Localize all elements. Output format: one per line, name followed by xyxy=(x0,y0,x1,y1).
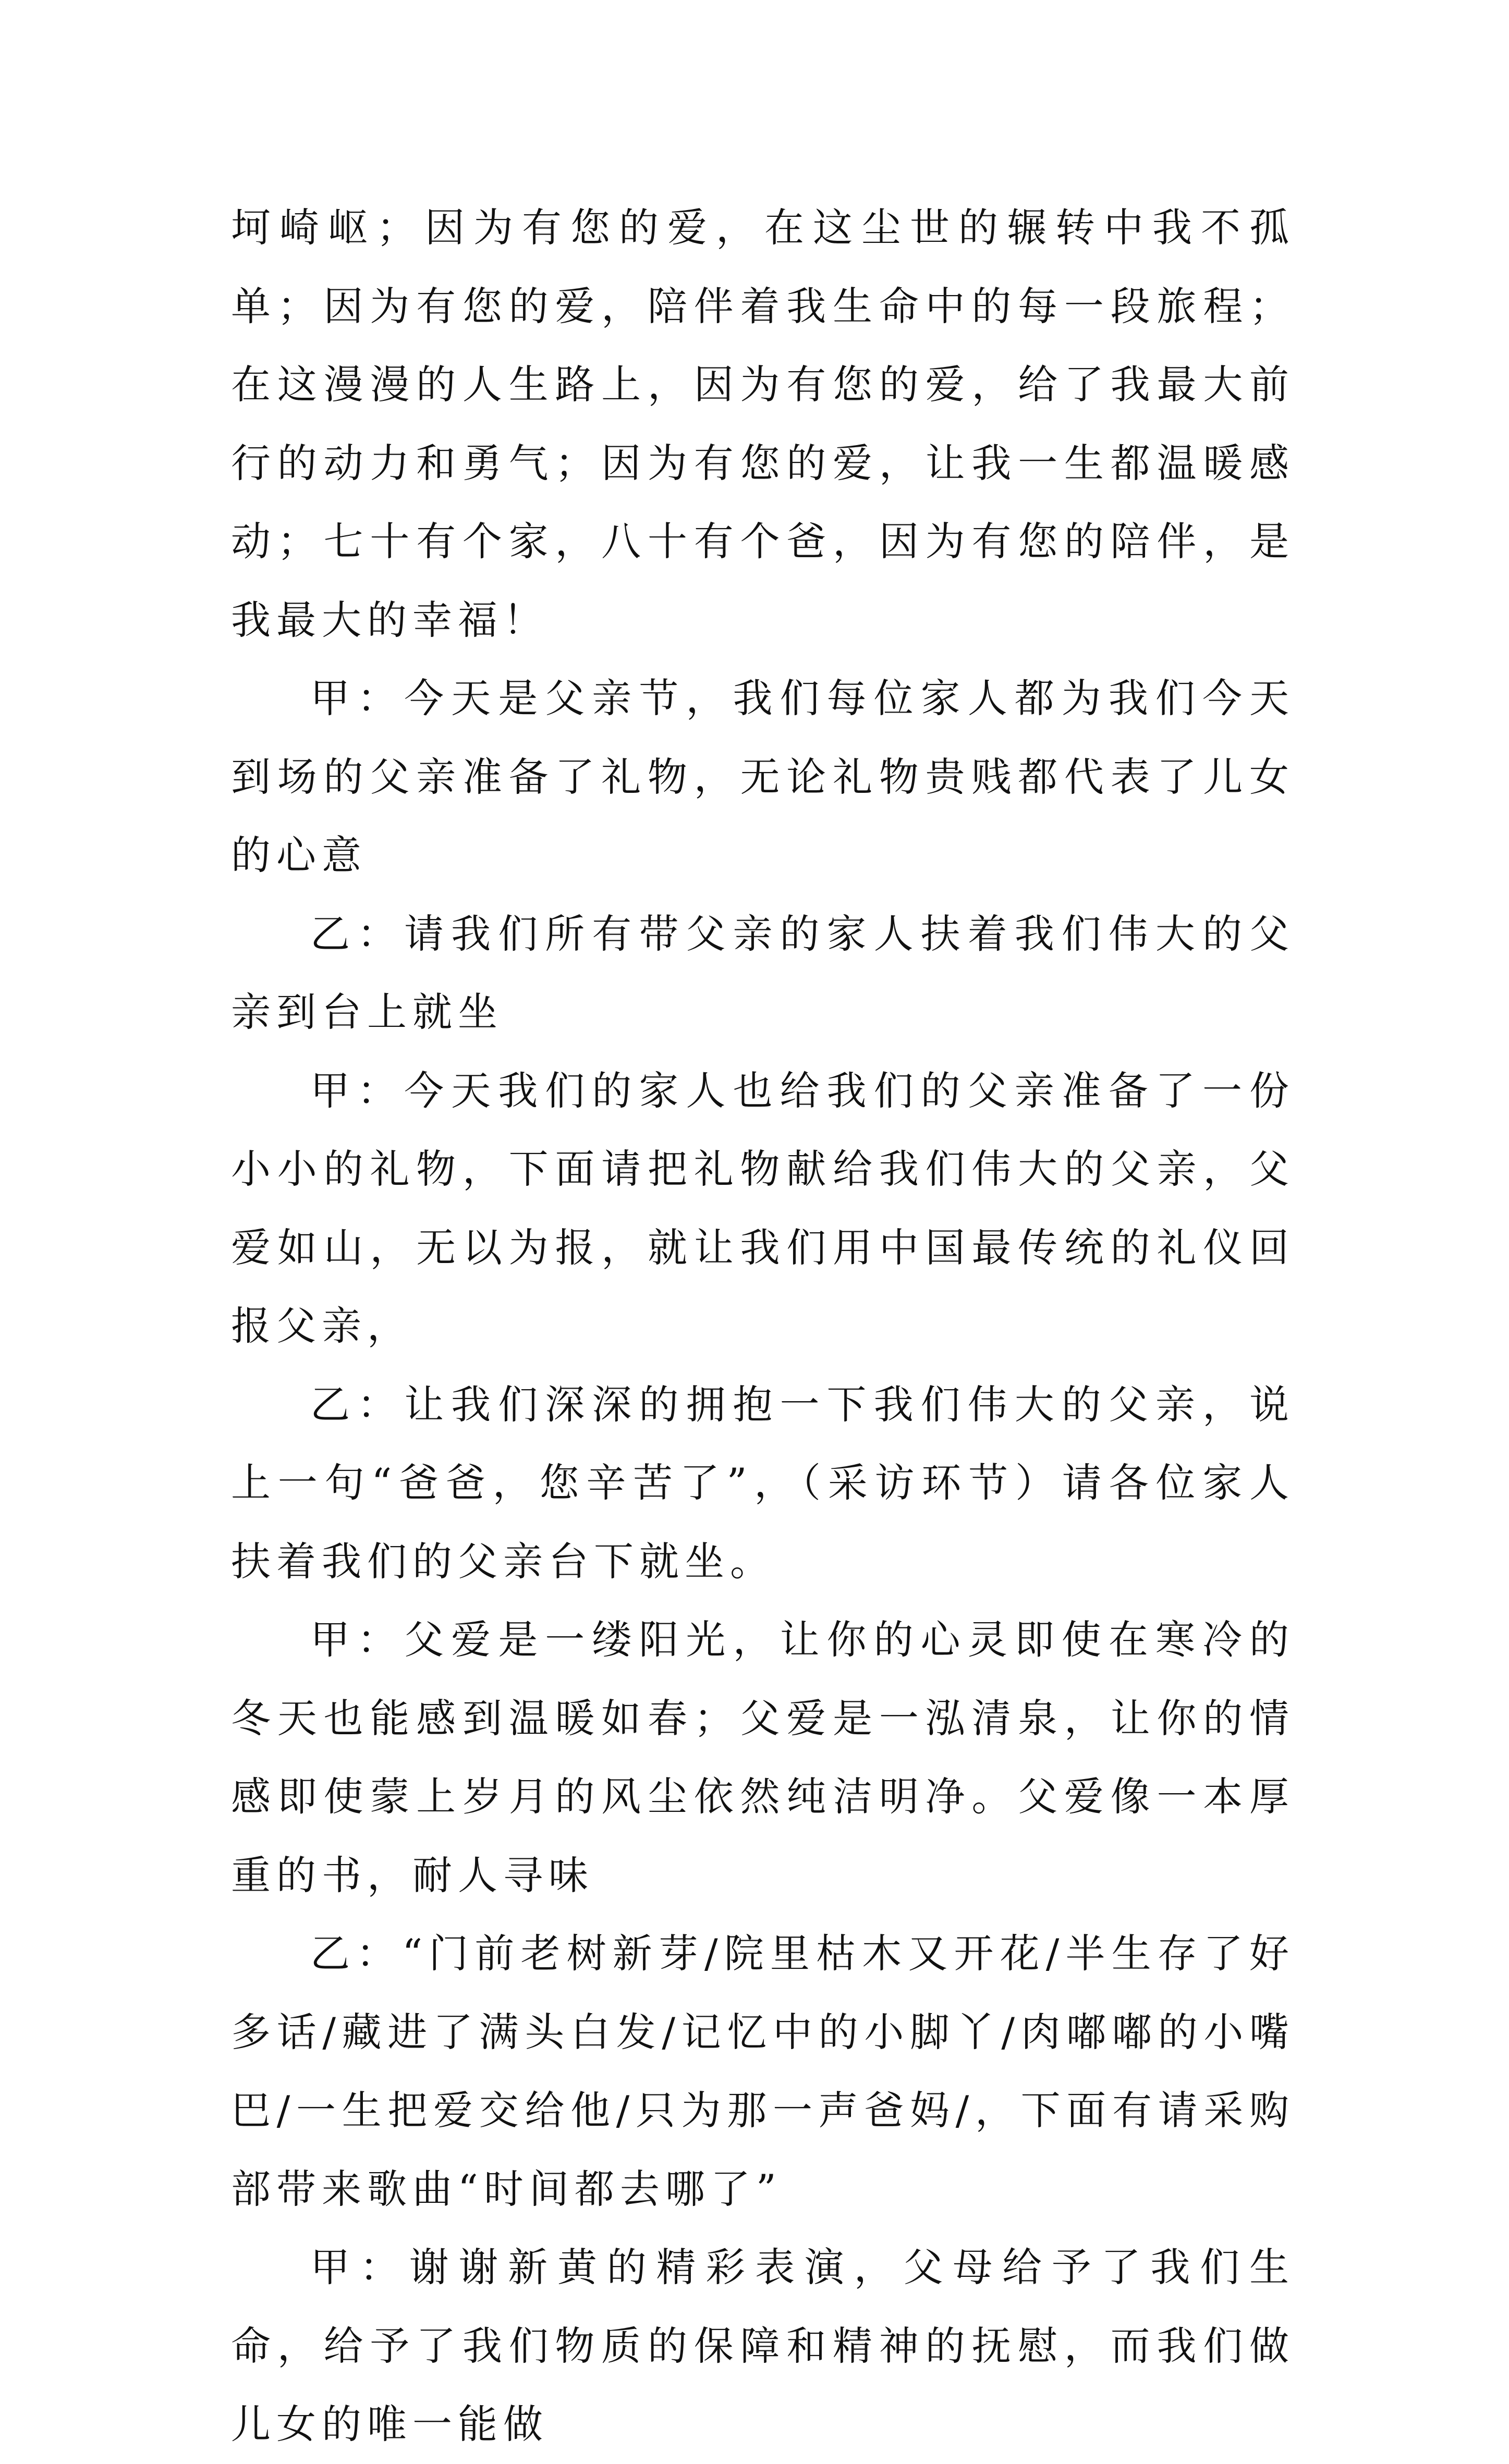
document-body xyxy=(231,189,1295,2464)
paragraph-jia-fatherly-love: 甲：父爱是一缕阳光，让你的心灵即使在寒冷的冬天也能感到温暖如春；父爱是一泓清泉，让你的情感即使蒙上岁月的风尘依然纯洁明净。父爱像一本厚重的书，耐人寻味 xyxy=(231,1616,1295,1898)
paragraph-jia-thanks: 甲：谢谢新黄的精彩表演，父母给予了我们生命，给予了我们物质的保障和精神的抚慰，而我们做儿女的唯一能做 xyxy=(231,2244,1295,2447)
paragraph-yi-song-intro: 乙：“门前老树新芽/院里枯木又开花/半生存了好多话/藏进了满头白发/记忆中的小脚丫/肉嘟嘟的小嘴巴/一生把爱交给他/只为那一声爸妈/，下面有请采购部带来歌曲“时间都去哪了” xyxy=(231,1930,1295,2212)
paragraph-yi-embrace: 乙：让我们深深的拥抱一下我们伟大的父亲，说上一句“爸爸，您辛苦了”，（采访环节）请各位家人扶着我们的父亲台下就坐。 xyxy=(231,1381,1295,1585)
paragraph-continuation: 坷崎岖；因为有您的爱，在这尘世的辗转中我不孤单；因为有您的爱，陪伴着我生命中的每一段旅程；在这漫漫的人生路上，因为有您的爱，给了我最大前行的动力和勇气；因为有您的爱，让我一生都温暖感动；七十有个家，八十有个爸，因为有您的陪伴，是我最大的幸福！ xyxy=(231,204,1295,643)
paragraph-yi-invite-fathers: 乙：请我们所有带父亲的家人扶着我们伟大的父亲到台上就坐 xyxy=(231,910,1295,1035)
paragraph-jia-gifts: 甲：今天我们的家人也给我们的父亲准备了一份小小的礼物，下面请把礼物献给我们伟大的父亲，父爱如山，无以为报，就让我们用中国最传统的礼仪回报父亲， xyxy=(231,1067,1295,1349)
paragraph-jia-fathers-day: 甲：今天是父亲节，我们每位家人都为我们今天到场的父亲准备了礼物，无论礼物贵贱都代表了儿女的心意 xyxy=(231,675,1295,878)
